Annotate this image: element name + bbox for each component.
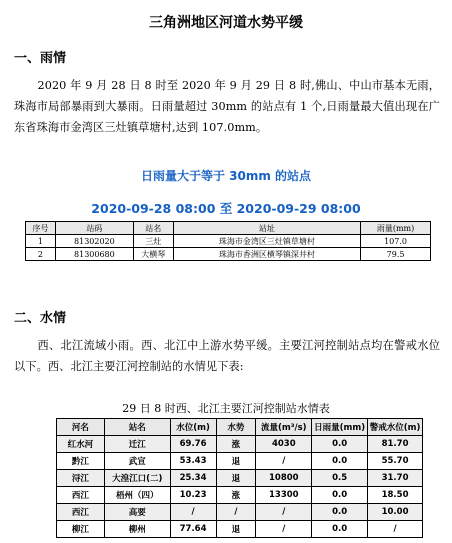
cell: 柳州 xyxy=(104,521,170,538)
column-header: 日雨量(mm) xyxy=(312,419,368,436)
rain-station-table xyxy=(25,221,431,261)
cell: 涨 xyxy=(216,487,256,504)
table-row xyxy=(57,470,423,487)
cell: 107.0 xyxy=(361,235,431,248)
cell: / xyxy=(256,504,312,521)
cell: 69.76 xyxy=(170,436,216,453)
cell: 大横琴 xyxy=(133,248,173,261)
column-header: 序号 xyxy=(26,222,56,235)
cell: 三灶 xyxy=(133,235,173,248)
cell: 53.43 xyxy=(170,453,216,470)
table-row xyxy=(57,504,423,521)
rain-table-period: 2020-09-28 08:00 至 2020-09-29 08:00 xyxy=(91,201,361,216)
cell: 10.23 xyxy=(170,487,216,504)
cell: 柳江 xyxy=(57,521,105,538)
column-header: 站名 xyxy=(104,419,170,436)
column-header: 站址 xyxy=(173,222,360,235)
cell: / xyxy=(170,504,216,521)
water-level-table xyxy=(56,418,423,538)
column-header: 警戒水位(m) xyxy=(368,419,423,436)
cell: 81302020 xyxy=(55,235,133,248)
water-table-title: 29 日 8 时西、北江主要江河控制站水情表 xyxy=(122,402,330,415)
cell: 0.0 xyxy=(312,521,368,538)
rain-paragraph: 2020 年 9 月 28 日 8 时至 2020 年 9 月 29 日 8 时,佛山、中山市基本无雨，珠海市局部暴雨到大暴雨。日雨量超过 30mm 的站点有 1 个,日雨量最大值出现在广东省珠海市金湾区三灶镇草塘村,达到 107.0mm。 xyxy=(14,79,440,134)
cell: 退 xyxy=(216,521,256,538)
rain-table-title: 日雨量大于等于 30mm 的站点 xyxy=(140,169,312,183)
cell: 18.50 xyxy=(368,487,423,504)
cell: 退 xyxy=(216,470,256,487)
table-row xyxy=(57,436,423,453)
cell: 梧州（四） xyxy=(104,487,170,504)
table-header-row xyxy=(57,419,423,436)
cell: 25.34 xyxy=(170,470,216,487)
column-header: 河名 xyxy=(57,419,105,436)
cell: 55.70 xyxy=(368,453,423,470)
cell: 西江 xyxy=(57,487,105,504)
cell: 79.5 xyxy=(361,248,431,261)
section-heading-rain: 一、雨情 xyxy=(14,51,67,66)
column-header: 雨量(mm) xyxy=(361,222,431,235)
cell: / xyxy=(256,521,312,538)
table-row xyxy=(57,487,423,504)
column-header: 流量(m³/s) xyxy=(256,419,312,436)
column-header: 水位(m) xyxy=(170,419,216,436)
water-paragraph: 西、北江流域小雨。西、北江中上游水势平缓。主要江河控制站点均在警戒水位以下。西、北江主要江河控制站的水情见下表: xyxy=(14,339,440,373)
cell: / xyxy=(216,504,256,521)
cell: 珠海市香洲区横琴镇深井村 xyxy=(173,248,360,261)
table-row xyxy=(57,521,423,538)
table-row xyxy=(57,453,423,470)
cell: 0.0 xyxy=(312,436,368,453)
cell: 4030 xyxy=(256,436,312,453)
column-header: 水势 xyxy=(216,419,256,436)
cell: / xyxy=(256,453,312,470)
cell: 31.70 xyxy=(368,470,423,487)
cell: 0.0 xyxy=(312,453,368,470)
cell: 77.64 xyxy=(170,521,216,538)
section-heading-water: 二、水情 xyxy=(14,311,67,326)
cell: 珠海市金湾区三灶镇草塘村 xyxy=(173,235,360,248)
cell: 红水河 xyxy=(57,436,105,453)
cell: 10.00 xyxy=(368,504,423,521)
cell: 西江 xyxy=(57,504,105,521)
cell: / xyxy=(368,521,423,538)
column-header: 站名 xyxy=(133,222,173,235)
cell: 10800 xyxy=(256,470,312,487)
cell: 浔江 xyxy=(57,470,105,487)
cell: 黔江 xyxy=(57,453,105,470)
cell: 涨 xyxy=(216,436,256,453)
cell: 2 xyxy=(26,248,56,261)
table-row xyxy=(26,235,431,248)
table-header-row xyxy=(26,222,431,235)
table-row xyxy=(26,248,431,261)
cell: 高要 xyxy=(104,504,170,521)
cell: 13300 xyxy=(256,487,312,504)
cell: 0.0 xyxy=(312,504,368,521)
cell: 大湟江口(二) xyxy=(104,470,170,487)
cell: 0.0 xyxy=(312,487,368,504)
cell: 退 xyxy=(216,453,256,470)
cell: 迁江 xyxy=(104,436,170,453)
cell: 81.70 xyxy=(368,436,423,453)
cell: 1 xyxy=(26,235,56,248)
column-header: 站码 xyxy=(55,222,133,235)
page-title: 三角洲地区河道水势平缓 xyxy=(149,15,303,31)
cell: 0.5 xyxy=(312,470,368,487)
cell: 81300680 xyxy=(55,248,133,261)
cell: 武宣 xyxy=(104,453,170,470)
